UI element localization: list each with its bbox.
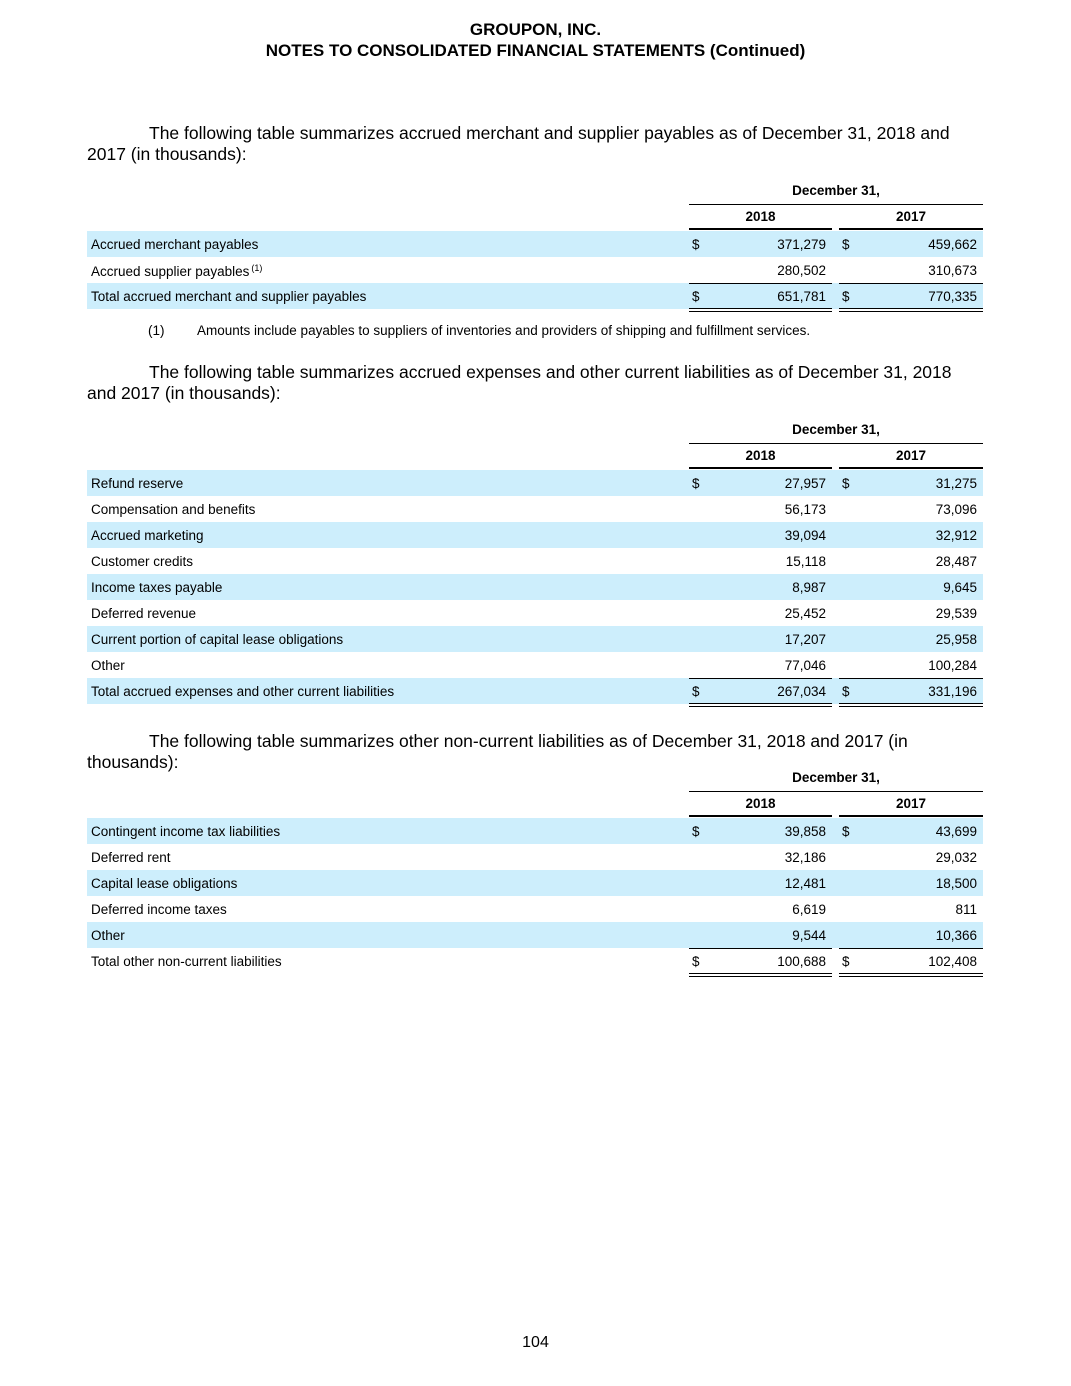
year-2017-header: 2017	[839, 206, 983, 230]
table-total-row: Total accrued expenses and other current liabilities $ 267,034 $ 331,196	[87, 678, 983, 704]
table-row: Income taxes payable 8,987 9,645	[87, 574, 983, 600]
page-subtitle: NOTES TO CONSOLIDATED FINANCIAL STATEMENTS (Continued)	[265, 41, 806, 60]
table-row: Current portion of capital lease obligations 17,207 25,958	[87, 626, 983, 652]
table-row: Compensation and benefits 56,173 73,096	[91, 502, 977, 517]
table-total-row: Total accrued merchant and supplier payables $ 651,781 $ 770,335	[87, 283, 983, 309]
table-row: Contingent income tax liabilities $ 39,858 $ 43,699	[87, 818, 983, 844]
year-2018-header: 2018	[689, 445, 832, 469]
footnote: (1) Amounts include payables to suppliers of inventories and providers of shipping and fulfillment services.	[148, 323, 811, 338]
period-header: December 31,	[689, 183, 983, 205]
table-row: Accrued supplier payables $^{(1)}$ 280,502 310,673	[91, 263, 977, 279]
table-row: Other 9,544 10,366	[87, 922, 983, 948]
table-row: Deferred rent 32,186 29,032	[91, 850, 977, 865]
table-row: Deferred income taxes 6,619 811	[91, 902, 977, 917]
table-total-row: Total other non-current liabilities $ 100,688 $ 102,408	[87, 948, 983, 974]
table-row: Accrued merchant payables $ 371,279 $ 459,662	[87, 231, 983, 257]
table1-intro: The following table summarizes accrued merchant and supplier payables as of December 31, 2018 and 2017 (in thousands):	[87, 123, 950, 164]
table-row: Customer credits 15,118 28,487	[91, 554, 977, 569]
table-row: Accrued marketing 39,094 32,912	[87, 522, 983, 548]
company-name: GROUPON, INC.	[469, 20, 602, 39]
table3-intro: The following table summarizes other non-current liabilities as of December 31, 2018 and 2017 (in thousands):	[87, 731, 908, 772]
year-2017-header: 2017	[839, 793, 983, 817]
page-number: 104	[522, 1334, 549, 1351]
footnote-reference: (1)	[251, 263, 263, 273]
year-2018-header: 2018	[689, 793, 832, 817]
table2-intro: The following table summarizes accrued expenses and other current liabilities as of December 31, 2018 and 2017 (in thousands):	[87, 362, 952, 403]
table-row: Capital lease obligations 12,481 18,500	[87, 870, 983, 896]
table-row: Deferred revenue 25,452 29,539	[91, 606, 977, 621]
period-header: December 31,	[689, 422, 983, 444]
table-row: Other 77,046 100,284	[91, 658, 977, 673]
year-2017-header: 2017	[839, 445, 983, 469]
year-2018-header: 2018	[689, 206, 832, 230]
table-row: Refund reserve $ 27,957 $ 31,275	[87, 470, 983, 496]
period-header: December 31,	[689, 770, 983, 792]
